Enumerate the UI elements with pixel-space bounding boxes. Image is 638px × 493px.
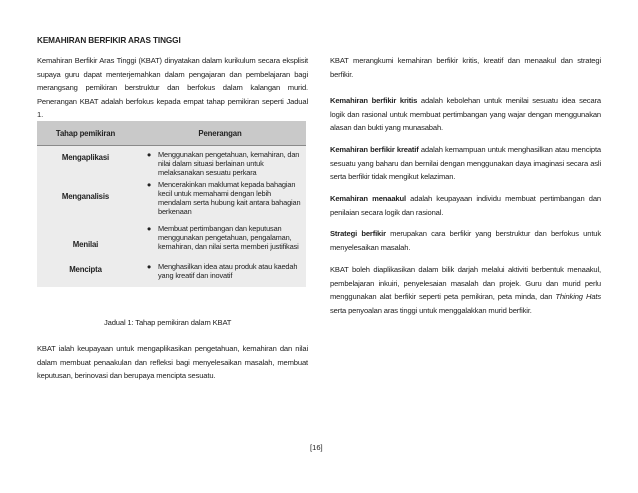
reasoning-text: adalah keupayaan individu membuat pertimbangan dan penilaian secara logik dan rasional. (330, 194, 601, 217)
bullet-icon: ● (146, 179, 152, 189)
bullet-icon: ● (146, 223, 152, 233)
level-cell (37, 224, 134, 262)
thinking-strategy-text: merupakan cara berfikir yang berstruktur dan berfokus untuk menyelesaikan masalah. (330, 229, 602, 252)
critical-thinking-text: adalah kebolehan untuk menilai sesuatu idea secara logik dan rasional untuk membuat pertimbangan yang wajar dengan menggunakan alasan dan bukti yang munasabah. (330, 96, 601, 133)
level-description: Membuat pertimbangan dan keputusan menggunakan pengetahuan, pengalaman, kemahiran, dan nilai serta memberi justifikasi (158, 223, 299, 251)
section-heading: KEMAHIRAN BERFIKIR ARAS TINGGI (37, 36, 181, 45)
level-name: Mengaplikasi (61, 153, 110, 162)
table-row (37, 180, 306, 224)
page-number: [16] (310, 443, 323, 452)
level-cell (37, 180, 134, 224)
table-header-row (37, 121, 306, 146)
right-paragraph-reasoning (330, 192, 601, 219)
level-description: Menggunakan pengetahuan, kemahiran, dan nilai dalam situasi berlainan untuk melaksanakan sesuatu perkara (158, 150, 300, 178)
description-cell (134, 224, 306, 262)
level-cell (37, 262, 134, 287)
level-description: Menghasilkan idea atau produk atau kaedah yang kreatif dan inovatif (158, 261, 298, 280)
right-paragraph-strategy (330, 227, 601, 254)
level-cell (37, 146, 134, 180)
right-paragraph-creative (330, 143, 601, 184)
term-reasoning: Kemahiran menaakul (330, 194, 406, 203)
table-row (37, 262, 306, 287)
thinking-levels-table (37, 121, 306, 287)
intro-paragraph: Kemahiran Berfikir Aras Tinggi (KBAT) dinyatakan dalam kurikulum secara eksplisit supaya guru dapat menterjemahkan dalam pengajaran dan pembelajaran bagi merangsang pemikiran berstruktur dan berfokus dalam kalangan murid. Penerangan KBAT adalah berfokus kepada empat tahap pemikiran seperti Jadual 1. (37, 56, 308, 120)
table-header-description: Penerangan (134, 121, 306, 146)
description-cell (134, 146, 306, 180)
application-text-a: KBAT boleh diaplikasikan dalam bilik darjah melalui aktiviti berbentuk menaakul, pembelajaran inkuiri, penyelesaian masalah dan projek. Guru dan murid perlu menggunakan alat berfikir seperti peta pemikiran, peta minda, dan (330, 265, 601, 302)
term-thinking-strategy: Strategi berfikir (330, 229, 386, 238)
thinking-hats-term: Thinking Hats (555, 292, 601, 302)
term-critical-thinking: Kemahiran berfikir kritis (330, 96, 418, 105)
table-caption: Jadual 1: Tahap pemikiran dalam KBAT (104, 318, 232, 327)
level-name: Mencipta (69, 264, 102, 274)
right-paragraph-1: KBAT merangkumi kemahiran berfikir kritis, kreatif dan menaakul dan strategi berfikir. (330, 56, 601, 79)
description-cell (134, 262, 306, 287)
table-row (37, 224, 306, 262)
application-text-b: serta penyoalan aras tinggi untuk menggalakkan murid berfikir. (330, 305, 532, 315)
table-header-level: Tahap pemikiran (37, 121, 134, 146)
creative-thinking-text: adalah kemampuan untuk menghasilkan atau mencipta sesuatu yang baharu dan bernilai dengan menggunakan daya imaginasi secara asli serta berfikir tidak mengikut kelaziman. (330, 145, 601, 182)
level-name: Menganalisis (61, 191, 110, 201)
description-cell (134, 180, 306, 224)
right-paragraph-critical (330, 94, 601, 135)
bullet-icon: ● (146, 150, 152, 159)
bullet-icon: ● (146, 261, 152, 271)
term-creative-thinking: Kemahiran berfikir kreatif (330, 145, 419, 154)
level-description: Mencerakinkan maklumat kepada bahagian kecil untuk memahami dengan lebih mendalam serta hubung kait antara bahagian berkenaan (158, 179, 301, 217)
level-name: Menilai (72, 239, 99, 249)
table-row (37, 146, 306, 180)
kbat-definition-paragraph: KBAT ialah keupayaan untuk mengaplikasikan pengetahuan, kemahiran dan nilai dalam membuat penaakulan dan refleksi bagi menyelesaikan masalah, membuat keputusan, berinovasi dan berupaya mencipta sesuatu. (37, 344, 308, 381)
right-paragraph-application (330, 263, 601, 317)
